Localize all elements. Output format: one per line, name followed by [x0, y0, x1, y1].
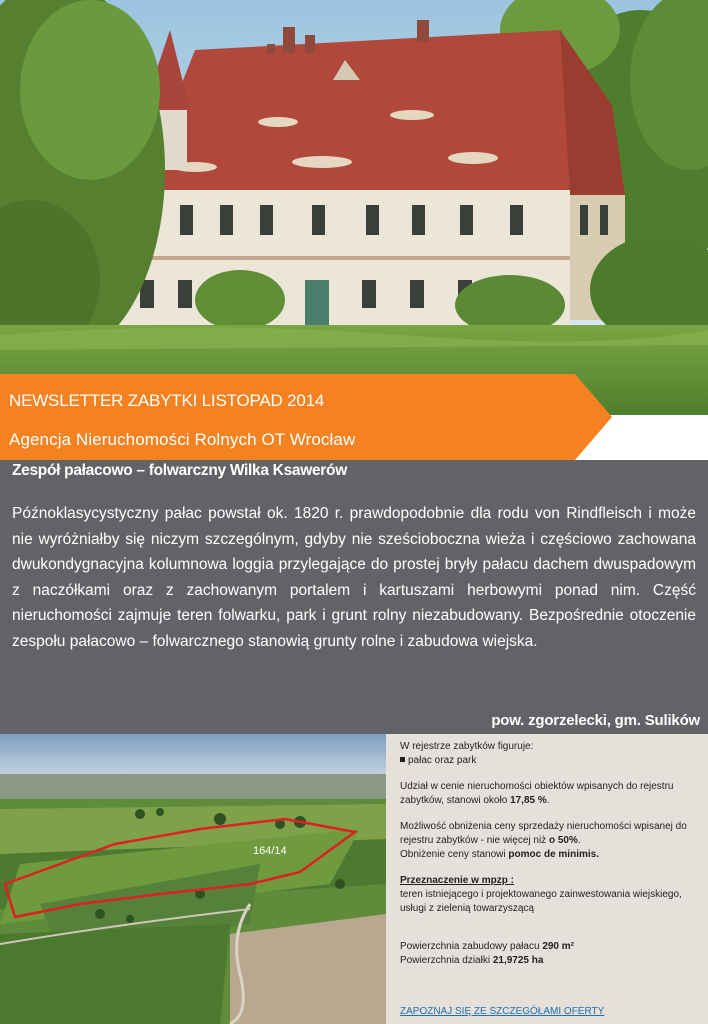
register-intro: W rejestrze zabytków figuruje: [400, 741, 534, 752]
bullet-icon [400, 757, 405, 762]
heritage-share-value: 17,85 % [510, 795, 547, 806]
plot-area-value: 21,9725 ha [492, 955, 544, 966]
state-aid-value: pomoc de minimis. [508, 849, 599, 860]
plot-area: Powierzchnia działki 21,9725 ha [400, 955, 544, 966]
built-area: Powierzchnia zabudowy pałacu 290 m² [400, 941, 574, 952]
property-name: Zespół pałacowo – folwarczny Wilka Ksawerów [12, 462, 347, 479]
price-discount: Możliwość obniżenia ceny sprzedaży nieruchomości wpisanej do rejestru zabytków - nie więcej niż o 50%. [400, 821, 687, 846]
aerial-photo [0, 734, 386, 1024]
built-area-value: 290 m² [542, 941, 574, 952]
property-description: Późnoklasycystyczny pałac powstał ok. 1820 r. prawdopodobnie dla rodu von Rindfleisch i może nie wyróżniałby się niczym szczególnym, gdyby nie sześcioboczna wieża i częściowo zachowana dwukondygnacyjna kolumnowa loggia przylegające do prostej bryły pałacu dachem dwuspadowym z naczółkami oraz z zachowanym portalem i kartuszami herbowymi ponad nim. Część nieruchomości zajmuje teren folwarku, park i grunt rolny niezabudowany. Bezpośrednie otoczenie zespołu pałacowo – folwarcznego stanowią grunty rolne i zabudowa wiejska. [12, 505, 696, 650]
palace-photo [0, 0, 708, 415]
purpose-text: teren istniejącego i projektowanego zainwestowania wiejskiego, usługi z zielenią towarzyszącą [400, 889, 682, 914]
banner-spacer [612, 415, 708, 460]
register-item: pałac oraz park [400, 754, 700, 768]
parcel-number: 164/14 [253, 845, 287, 857]
state-aid: Obniżenie ceny stanowi pomoc de minimis. [400, 849, 599, 860]
property-location: pow. zgorzelecki, gm. Sulików [491, 712, 700, 729]
purpose-heading: Przeznaczenie w mpzp : [400, 875, 514, 886]
offer-details-link[interactable]: ZAPOZNAJ SIĘ ZE SZCZEGÓŁAMI OFERTY [400, 1006, 605, 1017]
price-discount-value: o 50% [548, 835, 578, 846]
heritage-share: Udział w cenie nieruchomości obiektów wpisanych do rejestru zabytków, stanowi około 17,85 %. [400, 781, 674, 806]
agency-name: Agencja Nieruchomości Rolnych OT Wrocław [9, 430, 356, 449]
offer-details [400, 740, 700, 968]
newsletter-title: NEWSLETTER ZABYTKI LISTOPAD 2014 [9, 391, 325, 410]
